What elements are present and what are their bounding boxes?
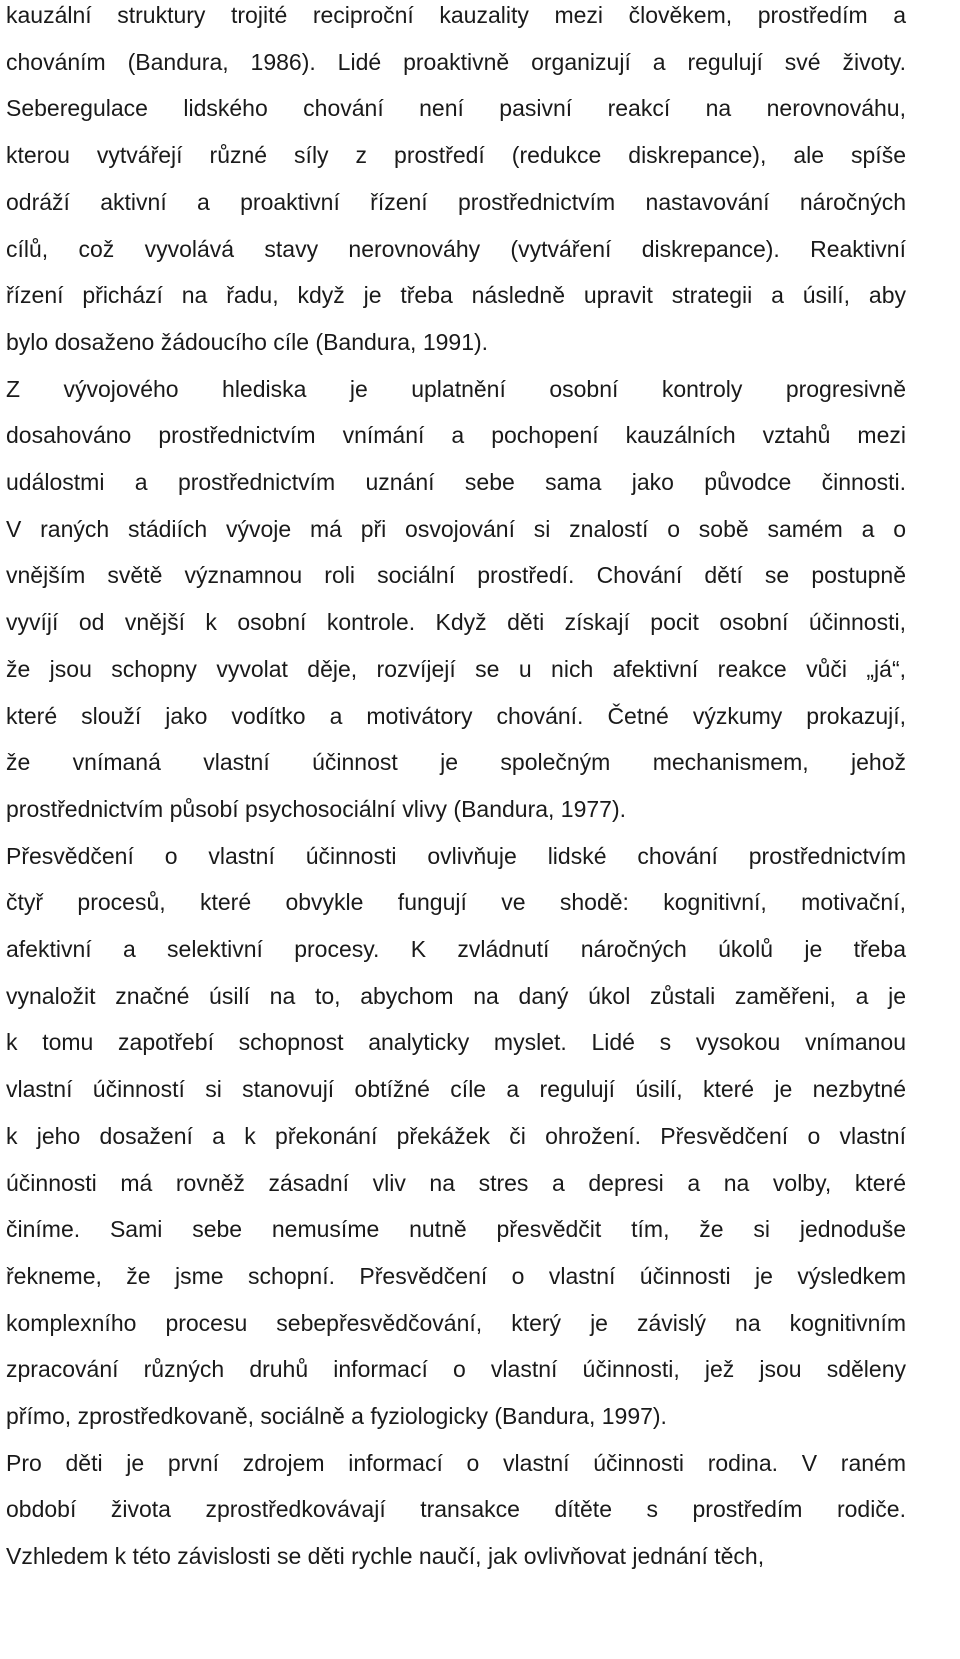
text-line: účinnosti má rovněž zásadní vliv na stres a depresi a na volby, které: [6, 1169, 906, 1196]
text-line: k tomu zapotřebí schopnost analyticky myslet. Lidé s vysokou vnímanou: [6, 1029, 906, 1056]
text-line: vyvíjí od vnější k osobní kontrole. Když děti získají pocit osobní účinnosti,: [6, 609, 906, 636]
text-line: Pro děti je první zdrojem informací o vlastní účinnosti rodina. V raném: [6, 1449, 906, 1476]
text-line: cílů, což vyvolává stavy nerovnováhy (vytváření diskrepance). Reaktivní: [6, 235, 906, 262]
text-line: bylo dosaženo žádoucího cíle (Bandura, 1991).: [6, 328, 489, 355]
text-line: činíme. Sami sebe nemusíme nutně přesvědčit tím, že si jednoduše: [6, 1216, 906, 1243]
text-line: odráží aktivní a proaktivní řízení prostřednictvím nastavování náročných: [6, 188, 906, 215]
text-line: čtyř procesů, které obvykle fungují ve shodě: kognitivní, motivační,: [6, 889, 906, 916]
text-line: afektivní a selektivní procesy. K zvládnutí náročných úkolů je třeba: [6, 936, 906, 962]
text-line: kterou vytvářejí různé síly z prostředí (redukce diskrepance), ale spíše: [6, 142, 906, 169]
text-line: Vzhledem k této závislosti se děti rychle naučí, jak ovlivňovat jednání těch,: [6, 1543, 765, 1570]
text-line: k jeho dosažení a k překonání překážek či ohrožení. Přesvědčení o vlastní: [6, 1122, 906, 1149]
text-line: událostmi a prostřednictvím uznání sebe sama jako původce činnosti.: [6, 469, 906, 495]
text-line: Z vývojového hlediska je uplatnění osobní kontroly progresivně: [6, 375, 906, 402]
text-line: řekneme, že jsme schopní. Přesvědčení o vlastní účinnosti je výsledkem: [6, 1262, 906, 1289]
text-line: komplexního procesu sebepřesvědčování, který je závislý na kognitivním: [6, 1309, 906, 1336]
text-line: Přesvědčení o vlastní účinnosti ovlivňuje lidské chování prostřednictvím: [6, 842, 906, 869]
text-line: prostřednictvím působí psychosociální vlivy (Bandura, 1977).: [6, 795, 627, 822]
text-line: vnějším světě významnou roli sociální prostředí. Chování dětí se postupně: [6, 562, 906, 589]
text-line: období života zprostředkovávají transakce dítěte s prostředím rodiče.: [6, 1496, 906, 1523]
text-line: řízení přichází na řadu, když je třeba následně upravit strategii a úsilí, aby: [6, 282, 906, 309]
text-line: přímo, zprostředkovaně, sociálně a fyziologicky (Bandura, 1997).: [6, 1403, 667, 1429]
text-line: že vnímaná vlastní účinnost je společným mechanismem, jehož: [6, 749, 906, 776]
text-line: vynaložit značné úsilí na to, abychom na daný úkol zůstali zaměřeni, a je: [6, 982, 906, 1009]
text-line: Seberegulace lidského chování není pasivní reakcí na nerovnováhu,: [6, 95, 906, 122]
text-line: že jsou schopny vyvolat děje, rozvíjejí se u nich afektivní reakce vůči „já“,: [6, 655, 906, 682]
text-line: které slouží jako vodítko a motivátory chování. Četné výzkumy prokazují,: [6, 702, 906, 729]
text-line: dosahováno prostřednictvím vnímání a pochopení kauzálních vztahů mezi: [6, 422, 906, 449]
text-line: kauzální struktury trojité reciproční kauzality mezi člověkem, prostředím a: [6, 2, 906, 28]
text-line: vlastní účinností si stanovují obtížné cíle a regulují úsilí, které je nezbytné: [6, 1076, 906, 1103]
text-line: V raných stádiích vývoje má při osvojování si znalostí o sobě samém a o: [6, 515, 906, 542]
text-line: chováním (Bandura, 1986). Lidé proaktivně organizují a regulují své životy.: [6, 48, 906, 75]
text-line: zpracování různých druhů informací o vlastní účinnosti, jež jsou sděleny: [6, 1356, 906, 1383]
